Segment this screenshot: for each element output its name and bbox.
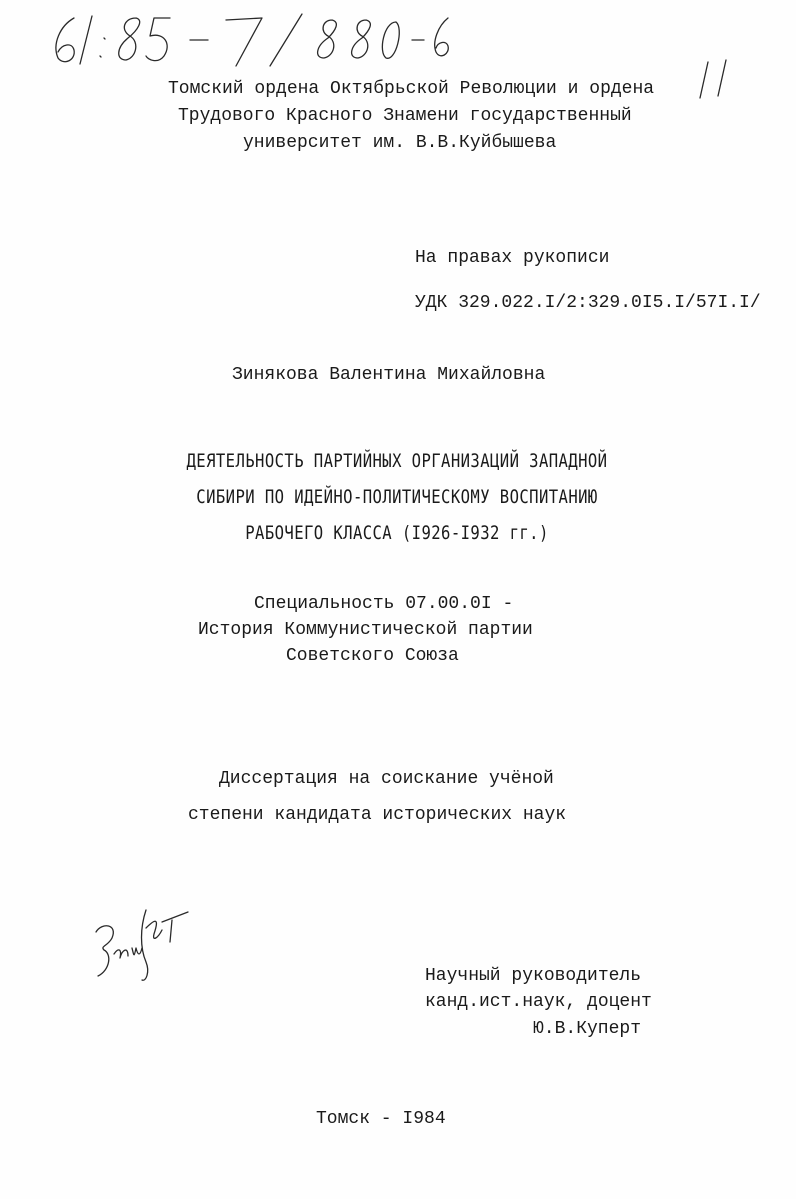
title-line-1: ДЕЯТЕЛЬНОСТЬ ПАРТИЙНЫХ ОРГАНИЗАЦИЙ ЗАПАДНОЙ [186,450,608,472]
institution-line-1: Томский ордена Октябрьской Революции и ордена [168,79,655,99]
specialty-line-3: Советского Союза [286,646,459,666]
specialty-line-2: История Коммунистической партии [198,620,533,640]
manuscript-note: На правах рукописи [415,248,610,268]
place-year: Томск - I984 [316,1109,446,1129]
udc-code: УДК 329.022.I/2:329.0I5.I/57I.I/ [415,293,761,313]
institution-line-3: университет им. В.В.Куйбышева [243,133,557,153]
sheet-number [694,58,738,102]
archive-mark [40,8,460,70]
supervisor-name: Ю.В.Куперт [533,1019,642,1039]
title-line-2: СИБИРИ ПО ИДЕЙНО-ПОЛИТИЧЕСКОМУ ВОСПИТАНИЮ [196,486,598,508]
institution-line-2: Трудового Красного Знамени государственный [178,106,632,126]
author-name: Зинякова Валентина Михайловна [232,365,546,385]
dissertation-title [0,443,796,551]
signature-handwriting [88,898,192,984]
author-signature [88,898,192,984]
specialty-line-1: Специальность 07.00.0I - [254,594,514,614]
dissertation-line-1: Диссертация на соискание учёной [219,769,554,789]
title-line-3: РАБОЧЕГО КЛАССА (I926-I932 гг.) [245,522,549,544]
supervisor-degree: канд.ист.наук, доцент [425,992,652,1012]
dissertation-line-2: степени кандидата исторических наук [188,805,567,825]
supervisor-label: Научный руководитель [425,966,642,986]
